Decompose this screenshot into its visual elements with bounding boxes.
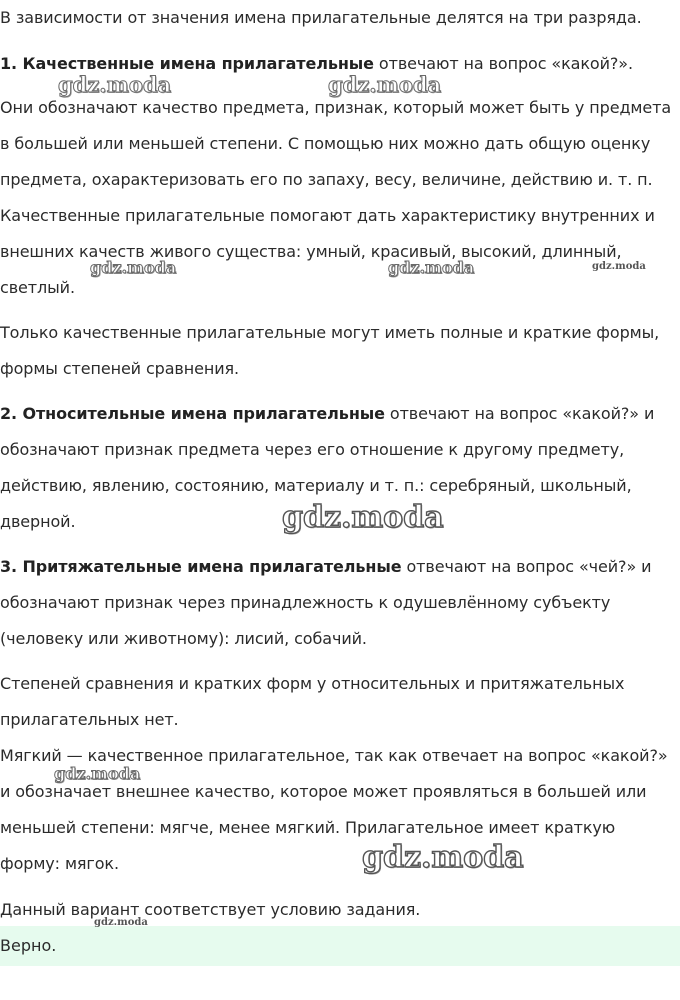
watermark-logo: gdz.moda: [592, 261, 646, 272]
note-line: прилагательных нет.: [0, 710, 179, 729]
section1-line: внешних качеств живого существа: умный, красивый, высокий, длинный,: [0, 242, 622, 261]
watermark-logo: gdz.moda: [94, 917, 148, 928]
section3-line: (человеку или животному): лисий, собачий.: [0, 629, 367, 648]
answer-text: Верно.: [0, 936, 57, 955]
conclusion-text: Данный вариант соответствует условию задания.: [0, 900, 421, 919]
watermark-logo: gdz.moda: [328, 72, 442, 97]
analysis-line: Мягкий — качественное прилагательное, так как отвечает на вопрос «какой?»: [0, 746, 668, 765]
section1-line: Они обозначают качество предмета, признак, который может быть у предмета: [0, 98, 672, 117]
section1-heading-rest: отвечают на вопрос «какой?».: [373, 54, 633, 73]
section3-heading-line: [0, 557, 651, 577]
section2-line: дверной.: [0, 512, 76, 531]
section1-extra-line: формы степеней сравнения.: [0, 359, 240, 378]
section2-line: обозначают признак предмета через его отношение к другому предмету,: [0, 440, 625, 459]
analysis-line: форму: мягок.: [0, 854, 119, 873]
note-line: Степеней сравнения и кратких форм у относительных и притяжательных: [0, 674, 625, 693]
section1-extra-line: Только качественные прилагательные могут иметь полные и краткие формы,: [0, 323, 660, 342]
section2-heading-line: [0, 404, 654, 424]
section1-line: предмета, охарактеризовать его по запаху, весу, величине, действию и. т. п.: [0, 170, 653, 189]
intro-text: В зависимости от значения имена прилагательные делятся на три разряда.: [0, 8, 642, 27]
section3-heading-rest: отвечают на вопрос «чей?» и: [401, 557, 652, 576]
section1-line: в большей или меньшей степени. С помощью них можно дать общую оценку: [0, 134, 651, 153]
watermark-logo: gdz.moda: [54, 764, 141, 783]
analysis-line: меньшей степени: мягче, менее мягкий. Прилагательное имеет краткую: [0, 818, 616, 837]
section1-heading: 1. Качественные имена прилагательные: [0, 54, 374, 73]
section1-heading-line: [0, 54, 633, 74]
section2-heading-rest: отвечают на вопрос «какой?» и: [384, 404, 655, 423]
section2-line: действию, явлению, состоянию, материалу и т. п.: серебряный, школьный,: [0, 476, 632, 495]
section2-heading: 2. Относительные имена прилагательные: [0, 404, 385, 423]
watermark-logo: gdz.moda: [388, 258, 475, 277]
watermark-logo: gdz.moda: [282, 500, 444, 535]
answer-box: [0, 926, 680, 966]
section3-heading: 3. Притяжательные имена прилагательные: [0, 557, 402, 576]
watermark-logo: gdz.moda: [90, 258, 177, 277]
analysis-line: и обозначает внешнее качество, которое может проявляться в большей или: [0, 782, 647, 801]
section1-line: Качественные прилагательные помогают дать характеристику внутренних и: [0, 206, 655, 225]
section1-line: светлый.: [0, 278, 75, 297]
section3-line: обозначают признак через принадлежность к одушевлённому субъекту: [0, 593, 611, 612]
watermark-logo: gdz.moda: [58, 72, 172, 97]
watermark-logo: gdz.moda: [362, 840, 524, 875]
